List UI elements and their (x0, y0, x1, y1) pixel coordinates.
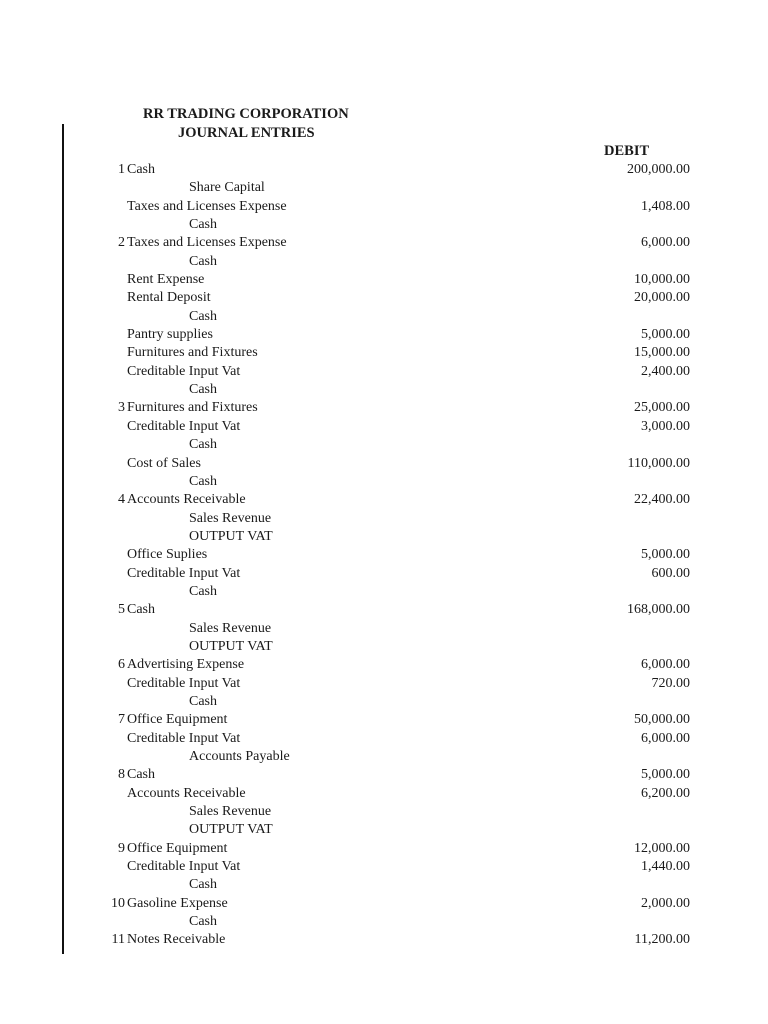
debit-amount: 50,000.00 (634, 712, 690, 728)
entry-number: 1 (118, 162, 125, 177)
journal-credit-row (0, 381, 768, 399)
account-name: Office Equipment (127, 840, 228, 856)
entry-number: 6 (118, 657, 125, 673)
journal-debit-row (0, 546, 768, 564)
debit-amount: 168,000.00 (627, 602, 690, 618)
journal-credit-row (0, 436, 768, 454)
account-name: Pantry supplies (127, 327, 213, 343)
journal-debit-row (0, 234, 768, 252)
account-name: OUTPUT VAT (189, 822, 273, 838)
journal-debit-row (0, 344, 768, 362)
journal-credit-row (0, 748, 768, 766)
account-name: Cash (189, 217, 217, 233)
account-name: Cash (189, 308, 217, 324)
account-name: Advertising Expense (127, 657, 245, 673)
journal-debit-row (0, 455, 768, 473)
entry-number: 3 (118, 400, 125, 416)
entry-number: 9 (118, 840, 125, 856)
journal-debit-row (0, 785, 768, 803)
journal-debit-row (0, 289, 768, 307)
account-name: Cash (127, 162, 155, 177)
debit-amount: 15,000.00 (634, 345, 690, 361)
account-name: Creditable Input Vat (127, 859, 241, 875)
journal-debit-row (0, 656, 768, 674)
journal-credit-row (0, 876, 768, 894)
journal-credit-row (0, 638, 768, 656)
account-name: Cash (127, 602, 155, 618)
journal-debit-row (0, 491, 768, 509)
account-name: Sales Revenue (189, 510, 272, 526)
account-name: Cash (189, 382, 217, 398)
journal-credit-row (0, 821, 768, 839)
journal-debit-row (0, 326, 768, 344)
account-name: Accounts Receivable (127, 492, 246, 508)
journal-credit-row (0, 253, 768, 271)
journal-entries-table (0, 161, 768, 950)
journal-credit-row (0, 216, 768, 234)
account-name: Sales Revenue (189, 804, 272, 820)
account-name: Cash (189, 914, 217, 930)
document-title: JOURNAL ENTRIES (178, 125, 315, 141)
account-name: Creditable Input Vat (127, 565, 241, 581)
account-name: Gasoline Expense (127, 895, 228, 911)
journal-credit-row (0, 693, 768, 711)
journal-debit-row (0, 271, 768, 289)
debit-amount: 20,000.00 (634, 290, 690, 306)
debit-amount: 6,000.00 (641, 657, 690, 673)
journal-credit-row (0, 803, 768, 821)
journal-debit-row (0, 418, 768, 436)
account-name: Furnitures and Fixtures (127, 345, 258, 361)
account-name: OUTPUT VAT (189, 528, 273, 544)
debit-amount: 22,400.00 (634, 492, 690, 508)
journal-debit-row (0, 840, 768, 858)
debit-amount: 1,408.00 (641, 198, 690, 214)
journal-debit-row (0, 711, 768, 729)
account-name: Sales Revenue (189, 620, 272, 636)
debit-amount: 25,000.00 (634, 400, 690, 416)
debit-amount: 110,000.00 (627, 455, 690, 471)
journal-debit-row (0, 858, 768, 876)
debit-amount: 6,000.00 (641, 235, 690, 251)
journal-debit-row (0, 895, 768, 913)
debit-amount: 2,400.00 (641, 363, 690, 379)
debit-amount: 5,000.00 (641, 767, 690, 783)
debit-amount: 720.00 (651, 675, 690, 691)
debit-amount: 6,000.00 (641, 730, 690, 746)
debit-amount: 10,000.00 (634, 272, 690, 288)
debit-amount: 1,440.00 (641, 859, 690, 875)
entry-number: 2 (118, 235, 125, 251)
journal-credit-row (0, 179, 768, 197)
debit-amount: 5,000.00 (641, 327, 690, 343)
account-name: OUTPUT VAT (189, 638, 273, 654)
entry-number: 5 (118, 602, 125, 618)
account-name: Cash (189, 253, 217, 269)
account-name: Cost of Sales (127, 455, 201, 471)
account-name: Creditable Input Vat (127, 363, 241, 379)
account-name: Creditable Input Vat (127, 418, 241, 434)
account-name: Taxes and Licenses Expense (127, 198, 287, 214)
journal-debit-row (0, 399, 768, 417)
account-name: Cash (189, 583, 217, 599)
journal-debit-row (0, 675, 768, 693)
account-name: Furnitures and Fixtures (127, 400, 258, 416)
debit-amount: 200,000.00 (627, 162, 690, 177)
account-name: Accounts Payable (189, 749, 290, 764)
company-name: RR TRADING CORPORATION (143, 106, 349, 122)
journal-debit-row (0, 766, 768, 784)
account-name: Cash (189, 437, 217, 453)
account-name: Rent Expense (127, 272, 205, 288)
account-name: Share Capital (189, 180, 265, 196)
journal-credit-row (0, 913, 768, 931)
account-name: Cash (189, 473, 217, 489)
journal-debit-row (0, 931, 768, 949)
account-name: Rental Deposit (127, 290, 211, 306)
account-name: Accounts Receivable (127, 785, 246, 801)
debit-amount: 600.00 (651, 565, 690, 581)
journal-credit-row (0, 510, 768, 528)
debit-amount: 11,200.00 (634, 932, 690, 948)
journal-credit-row (0, 583, 768, 601)
journal-debit-row (0, 363, 768, 381)
debit-amount: 12,000.00 (634, 840, 690, 856)
journal-credit-row (0, 528, 768, 546)
account-name: Creditable Input Vat (127, 675, 241, 691)
journal-debit-row (0, 161, 768, 179)
entry-number: 7 (118, 712, 125, 728)
debit-column-header: DEBIT (604, 143, 650, 159)
journal-debit-row (0, 198, 768, 216)
account-name: Office Equipment (127, 712, 228, 728)
debit-amount: 5,000.00 (641, 547, 690, 563)
entry-number: 8 (118, 767, 125, 783)
journal-debit-row (0, 730, 768, 748)
account-name: Cash (189, 877, 217, 893)
account-name: Office Suplies (127, 547, 208, 563)
account-name: Taxes and Licenses Expense (127, 235, 287, 251)
journal-credit-row (0, 308, 768, 326)
journal-debit-row (0, 601, 768, 619)
debit-amount: 6,200.00 (641, 785, 690, 801)
entry-number: 4 (118, 492, 125, 508)
journal-credit-row (0, 620, 768, 638)
account-name: Cash (127, 767, 155, 783)
account-name: Cash (189, 693, 217, 709)
account-name: Notes Receivable (127, 932, 226, 948)
debit-amount: 2,000.00 (641, 895, 690, 911)
entry-number: 10 (111, 895, 125, 911)
journal-credit-row (0, 473, 768, 491)
journal-debit-row (0, 565, 768, 583)
entry-number: 11 (111, 932, 125, 948)
account-name: Creditable Input Vat (127, 730, 241, 746)
debit-amount: 3,000.00 (641, 418, 690, 434)
